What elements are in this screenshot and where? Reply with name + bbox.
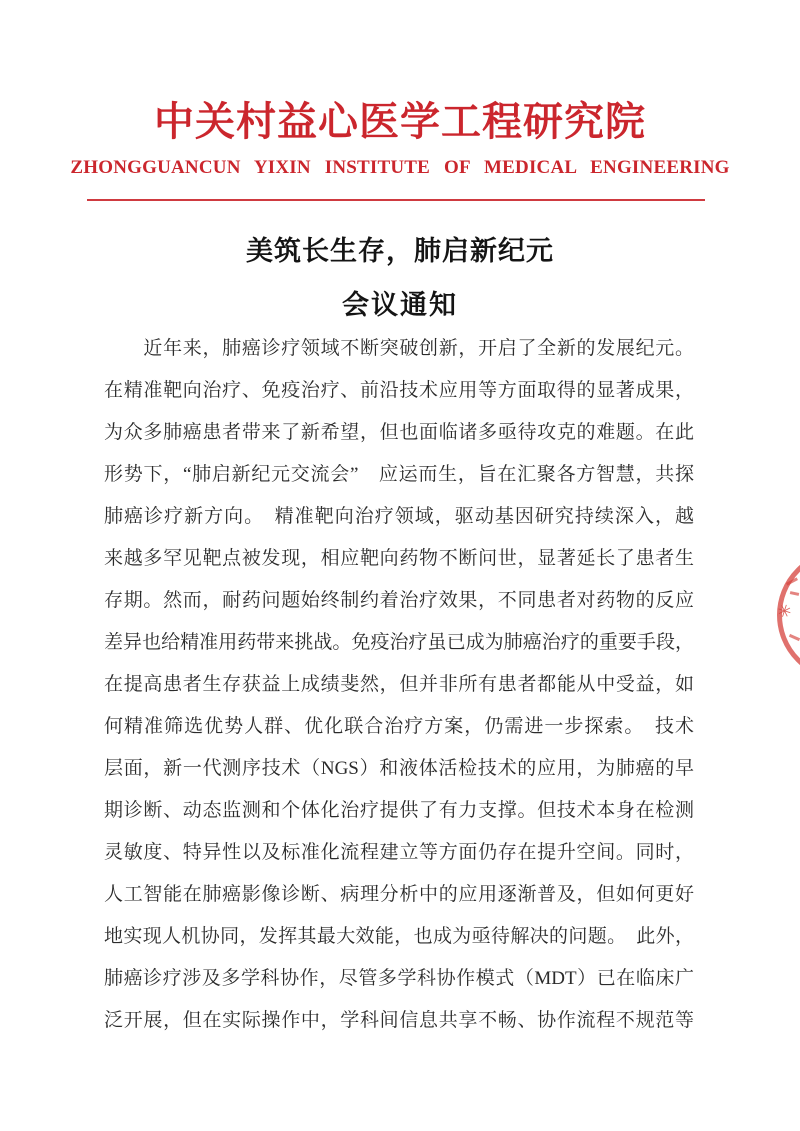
body-line: 泛开展，但在实际操作中，学科间信息共享不畅、协作流程不规范等 bbox=[104, 1010, 694, 1031]
letterhead-divider bbox=[87, 199, 705, 201]
body-line: 肺癌诊疗新方向。 精准靶向治疗领域，驱动基因研究持续深入，越 bbox=[104, 506, 694, 527]
body-line: 层面，新一代测序技术（NGS）和液体活检技术的应用，为肺癌的早 bbox=[104, 758, 694, 779]
body-line: 近年来，肺癌诊疗领域不断突破创新，开启了全新的发展纪元。 bbox=[104, 338, 694, 359]
seal-star-icon: ✳ bbox=[774, 600, 794, 624]
body-line: 期诊断、动态监测和个体化治疗提供了有力支撑。但技术本身在检测 bbox=[104, 800, 694, 821]
body-line: 在提高患者生存获益上成绩斐然，但并非所有患者都能从中受益，如 bbox=[104, 674, 694, 695]
body-line: 肺癌诊疗涉及多学科协作，尽管多学科协作模式（MDT）已在临床广 bbox=[104, 968, 694, 989]
body-line: 形势下，“肺启新纪元交流会” 应运而生，旨在汇聚各方智慧，共探 bbox=[104, 464, 694, 485]
letterhead-title-en: ZHONGGUANCUN YIXIN INSTITUTE OF MEDICAL ENGINEERING bbox=[70, 157, 730, 178]
letterhead-title-cn: 中关村益心医学工程研究院 bbox=[154, 99, 646, 144]
body-line: 存期。然而，耐药问题始终制约着治疗效果，不同患者对药物的反应 bbox=[104, 590, 694, 611]
body-line: 何精准筛选优势人群、优化联合治疗方案，仍需进一步探索。 技术 bbox=[104, 716, 694, 737]
body-line: 灵敏度、特异性以及标准化流程建立等方面仍存在提升空间。同时， bbox=[104, 842, 694, 863]
body-line: 在精准靶向治疗、免疫治疗、前沿技术应用等方面取得的显著成果， bbox=[104, 380, 694, 401]
body-line: 地实现人机协同，发挥其最大效能，也成为亟待解决的问题。 此外， bbox=[104, 926, 694, 947]
body-line: 来越多罕见靶点被发现，相应靶向药物不断问世，显著延长了患者生 bbox=[104, 548, 694, 569]
document-title: 美筑长生存，肺启新纪元 bbox=[246, 236, 554, 266]
body-line: 差异也给精准用药带来挑战。免疫治疗虽已成为肺癌治疗的重要手段， bbox=[104, 632, 694, 653]
body-line: 为众多肺癌患者带来了新希望，但也面临诸多亟待攻克的难题。在此 bbox=[104, 422, 694, 443]
body-line: 人工智能在肺癌影像诊断、病理分析中的应用逐渐普及，但如何更好 bbox=[104, 884, 694, 905]
letterhead bbox=[0, 0, 800, 179]
document-subtitle: 会议通知 bbox=[342, 290, 458, 320]
notice-body bbox=[104, 328, 694, 1042]
